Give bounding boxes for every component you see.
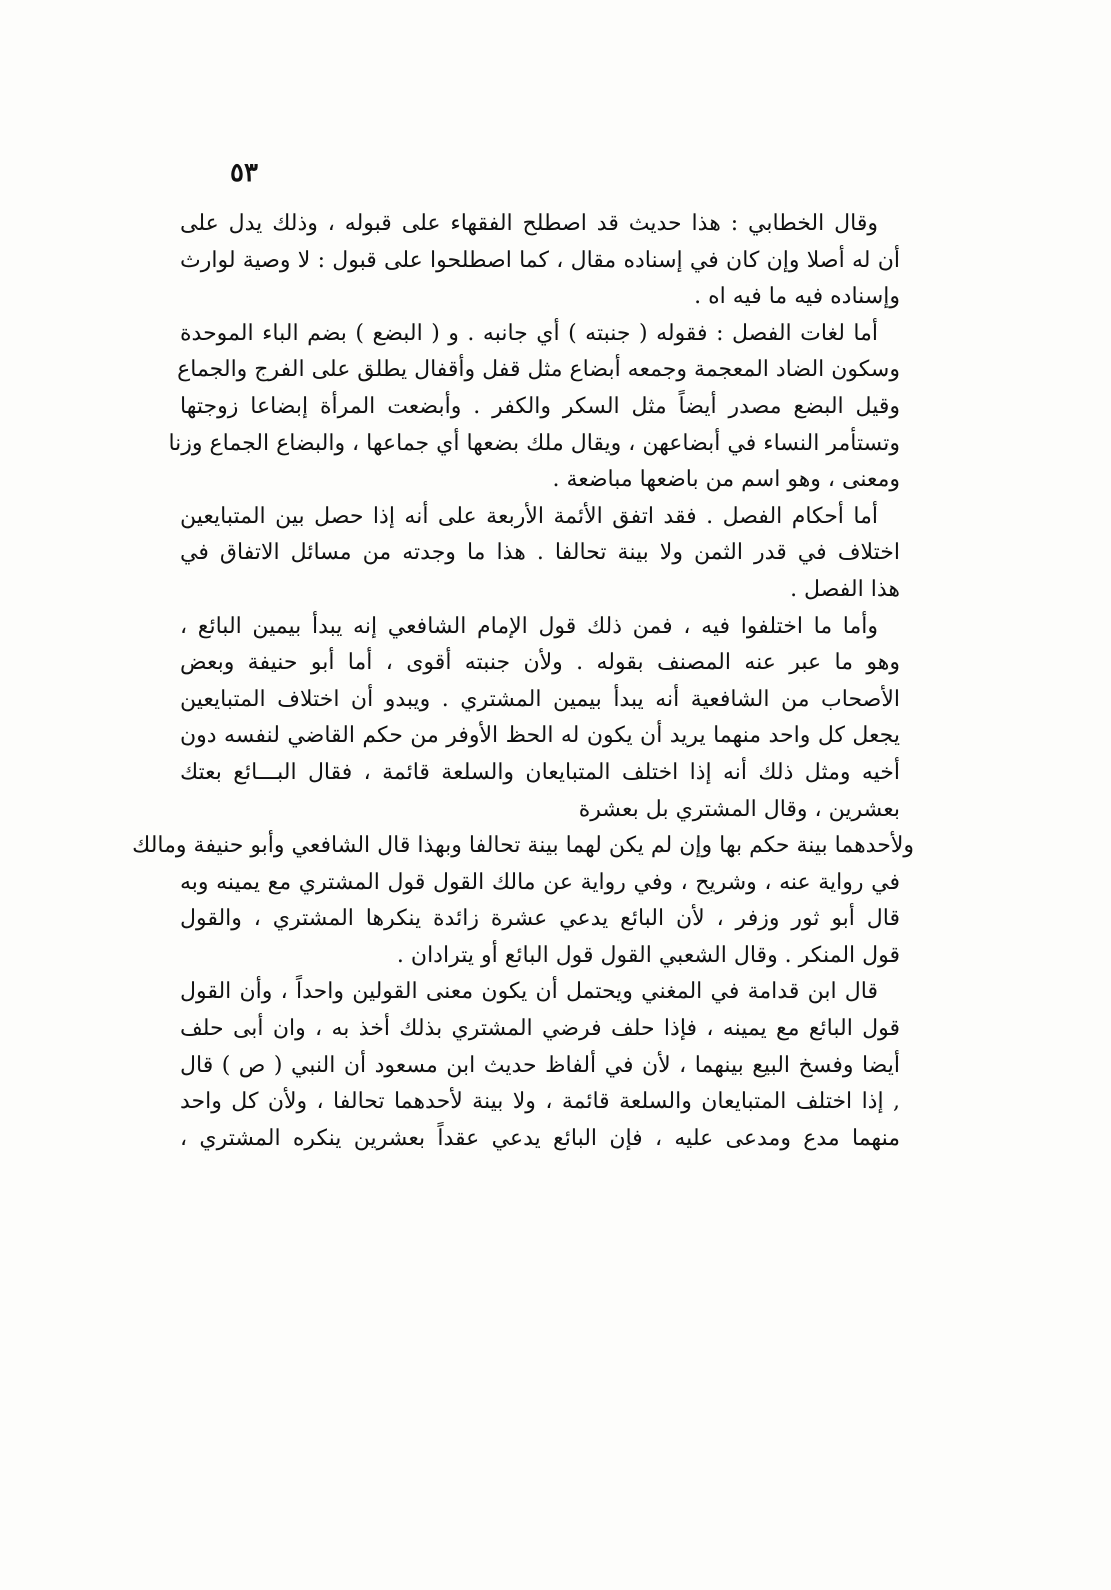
- text-line: أما لغات الفصل : فقوله ( جنبته ) أي جانبه . و ( البضع ) بضم الباء الموحدة: [180, 320, 878, 346]
- text-line: قول البائع مع يمينه ، فإذا حلف فرضي المشتري بذلك أخذ به ، وان أبى حلف: [180, 1016, 900, 1042]
- text-line: , إذا اختلف المتبايعان والسلعة قائمة ، ولا بينة لأحدهما تحالفا ، ولأن كل واحد: [180, 1089, 900, 1115]
- text-line: ولأحدهما بينة حكم بها وإن لم يكن لهما بينة تحالفا وبهذا قال الشافعي وأبو حنيفة ومالك: [132, 833, 914, 859]
- page-number: ٥٣: [230, 158, 258, 188]
- text-line: وقال الخطابي : هذا حديث قد اصطلح الفقهاء على قبوله ، وذلك يدل على: [180, 211, 878, 236]
- text-line: قال أبو ثور وزفر ، لأن البائع يدعي عشرة زائدة ينكرها المشتري ، والقول: [180, 906, 900, 932]
- text-line: وأما ما اختلفوا فيه ، فمن ذلك قول الإمام الشافعي إنه يبدأ بيمين البائع ،: [180, 613, 878, 639]
- text-line: في رواية عنه ، وشريح ، وفي رواية عن مالك القول قول المشتري مع يمينه وبه: [180, 869, 900, 895]
- text-line: الأصحاب من الشافعية أنه يبدأ بيمين المشتري . ويبدو أن اختلاف المتبايعين: [180, 686, 900, 712]
- text-line: أخيه ومثل ذلك أنه إذا اختلف المتبايعان والسلعة قائمة ، فقال البـــائع بعتك: [180, 759, 900, 785]
- text-line: وسكون الضاد المعجمة وجمعه أبضاع مثل قفل وأقفال يطلق على الفرج والجماع: [177, 357, 900, 383]
- text-line: ومعنى ، وهو اسم من باضعها مباضعة .: [552, 467, 900, 493]
- text-line: وهو ما عبر عنه المصنف بقوله . ولأن جنبته أقوى ، أما أبو حنيفة وبعض: [180, 650, 900, 676]
- text-line: أن له أصلا وإن كان في إسناده مقال ، كما اصطلحوا على قبول : لا وصية لوارث: [180, 247, 900, 273]
- text-line: قال ابن قدامة في المغني ويحتمل أن يكون معنى القولين واحداً ، وأن القول: [180, 979, 878, 1005]
- text-line: هذا الفصل .: [790, 576, 900, 602]
- text-line: بعشرين ، وقال المشتري بل بعشرة: [578, 796, 900, 822]
- text-line: وقيل البضع مصدر أيضاً مثل السكر والكفر . وأبضعت المرأة إبضاعا زوجتها: [180, 393, 900, 419]
- text-line: وتستأمر النساء في أبضاعهن ، ويقال ملك بضعها أي جماعها ، والبضاع الجماع وزنا: [168, 430, 900, 456]
- text-line: قول المنكر . وقال الشعبي القول قول البائع أو يترادان .: [396, 942, 900, 968]
- text-line: يجعل كل واحد منهما يريد أن يكون له الحظ الأوفر من حكم القاضي لنفسه دون: [180, 723, 900, 749]
- text-line: أما أحكام الفصل . فقد اتفق الأئمة الأربعة على أنه إذا حصل بين المتبايعين: [180, 503, 878, 529]
- text-line: اختلاف في قدر الثمن ولا بينة تحالفا . هذا ما وجدته من مسائل الاتفاق في: [180, 540, 900, 566]
- text-line: أيضا وفسخ البيع بينهما ، لأن في ألفاظ حديث ابن مسعود أن النبي ( ص ) قال: [180, 1052, 900, 1078]
- text-line: وإسناده فيه ما فيه اه .: [694, 284, 900, 310]
- text-line: منهما مدع ومدعى عليه ، فإن البائع يدعي عقداً بعشرين ينكره المشتري ،: [180, 1125, 900, 1151]
- body-text: [132, 206, 914, 1157]
